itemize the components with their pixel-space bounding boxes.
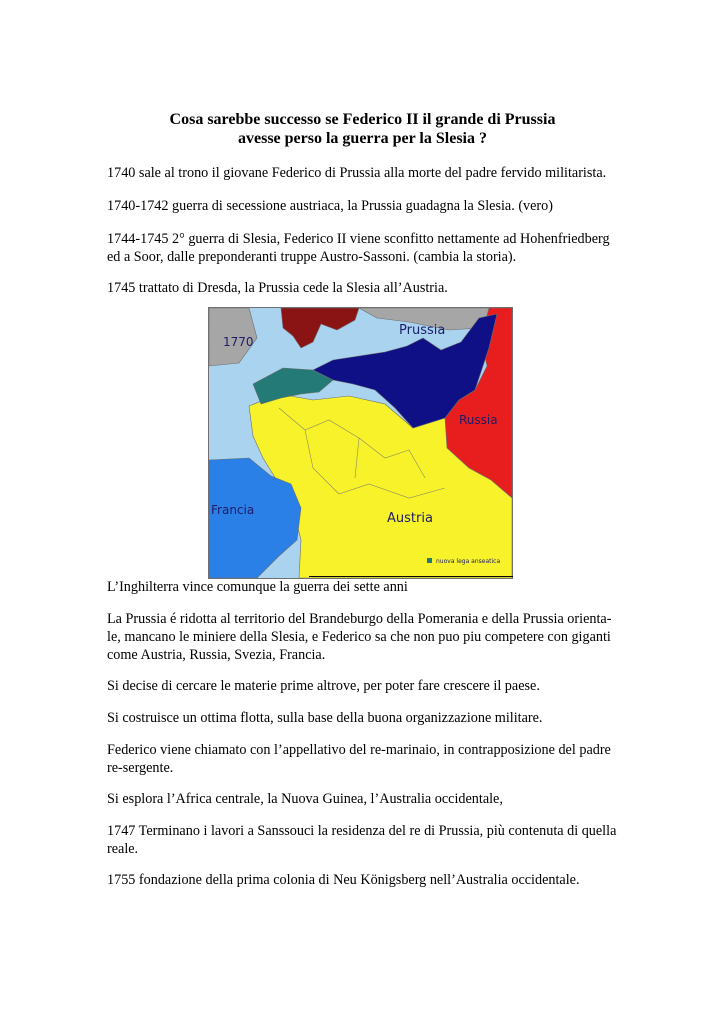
map-label-francia: Francia	[211, 503, 255, 517]
paragraph-materie-prime: Si decise di cercare le materie prime altrove, per poter fare crescere il paese.	[107, 678, 540, 694]
paragraph-esplorazione: Si esplora l’Africa centrale, la Nuova Guinea, l’Australia occidentale,	[107, 791, 503, 807]
map-label-russia: Russia	[459, 413, 498, 427]
map-label-austria: Austria	[387, 511, 433, 526]
paragraph-prussia-ridotta: La Prussia é ridotta al territorio del Brandeburgo della Pomerania e della Prussia orienta-le, mancano le miniere della Slesia, e Federico sa che non puo piu competere con giganti come Austria, Russia, Svezia, Francia.	[107, 611, 612, 663]
map-year-label: 1770	[223, 335, 254, 349]
paragraph-neu-konigsberg: 1755 fondazione della prima colonia di Neu Königsberg nell’Australia occidentale.	[107, 872, 580, 888]
map-label-prussia: Prussia	[399, 323, 446, 338]
title-line-1: Cosa sarebbe successo se Federico II il grande di Prussia	[169, 111, 556, 128]
paragraph-re-marinaio: Federico viene chiamato con l’appellativo del re-marinaio, in contrapposizione del padre re-sergente.	[107, 742, 611, 776]
paragraph-sanssouci: 1747 Terminano i lavori a Sanssouci la residenza del re di Prussia, più contenuta di quella reale.	[107, 823, 617, 857]
paragraph-1740-1742: 1740-1742 guerra di secessione austriaca, la Prussia guadagna la Slesia. (vero)	[107, 198, 553, 214]
title-line-2: avesse perso la guerra per la Slesia ?	[237, 130, 487, 147]
paragraph-1745: 1745 trattato di Dresda, la Prussia cede la Slesia all’Austria.	[107, 280, 448, 296]
paragraph-1740: 1740 sale al trono il giovane Federico di Prussia alla morte del padre fervido militarista.	[107, 165, 607, 181]
paragraph-1744-1745: 1744-1745 2° guerra di Slesia, Federico II viene sconfitto nettamente ad Hohenfriedberg ed a Soor, dalle preponderanti truppe Austro-Sassoni. (cambia la storia).	[107, 231, 610, 265]
map-legend-text: nuova lega anseatica	[436, 558, 501, 565]
map-underline	[309, 576, 513, 577]
paragraph-inghilterra: L’Inghilterra vince comunque la guerra dei sette anni	[107, 579, 408, 595]
historical-map	[208, 307, 513, 579]
document-title	[0, 110, 725, 148]
paragraph-flotta: Si costruisce un ottima flotta, sulla base della buona organizzazione militare.	[107, 710, 543, 726]
map-legend-swatch	[427, 558, 432, 563]
